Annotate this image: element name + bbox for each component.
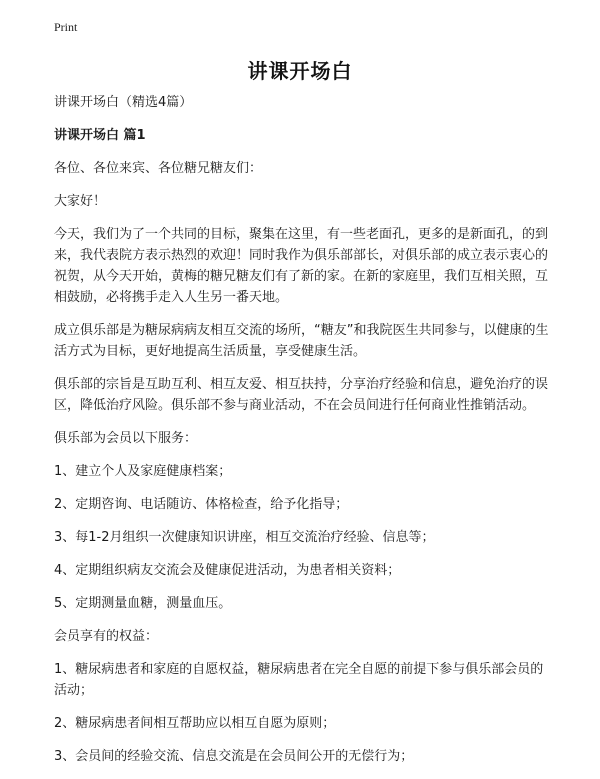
list-item-service-1: 1、建立个人及家庭健康档案； (54, 464, 232, 479)
list-item-right-1: 1、糖尿病患者和家庭的自愿权益，糖尿病患者在完全自愿的前提下参与俱乐部会员的活动； (54, 662, 544, 698)
section-heading: 讲课开场白 篇1 (54, 128, 146, 143)
paragraph-services-heading: 俱乐部为会员以下服务： (54, 431, 198, 446)
list-item-service-4: 4、定期组织病友交流会及健康促进活动，为患者相关资料； (54, 563, 401, 578)
document-subtitle: 讲课开场白（精选4篇） (54, 95, 193, 110)
list-item-service-3: 3、每1-2月组织一次健康知识讲座，相互交流治疗经验、信息等； (54, 530, 435, 545)
document-title: 讲课开场白 (247, 59, 353, 83)
paragraph-mission: 俱乐部的宗旨是互助互利、相互友爱、相互扶持，分享治疗经验和信息，避免治疗的误区，降低治疗风险。俱乐部不参与商业活动，不在会员间进行任何商业性推销活动。 (54, 377, 549, 413)
paragraph-purpose: 成立俱乐部是为糖尿病病友相互交流的场所，“糖友”和我院医生共同参与，以健康的生活方式为目标，更好地提高生活质量，享受健康生活。 (54, 323, 549, 359)
paragraph-greeting: 各位、各位来宾、各位糖兄糖友们： (54, 161, 263, 176)
paragraph-hello: 大家好！ (54, 194, 107, 209)
document-body (54, 92, 554, 779)
print-link[interactable]: Print (54, 20, 78, 34)
list-item-service-2: 2、定期咨询、电话随访、体格检查，给予化指导； (54, 497, 349, 512)
list-item-right-2: 2、糖尿病患者间相互帮助应以相互自愿为原则； (54, 716, 336, 731)
list-item-right-3: 3、会员间的经验交流、信息交流是在会员间公开的无偿行为； (54, 749, 414, 764)
paragraph-intro: 今天，我们为了一个共同的目标，聚集在这里，有一些老面孔，更多的是新面孔，的到来，我代表院方表示热烈的欢迎！同时我作为俱乐部部长，对俱乐部的成立表示衷心的祝贺，从今天开始，黄梅的糖兄糖友们有了新的家。在新的家庭里，我们互相关照，互相鼓励，必将携手走入人生另一番天地。 (54, 227, 549, 305)
paragraph-rights-heading: 会员享有的权益： (54, 629, 159, 644)
list-item-service-5: 5、定期测量血糖，测量血压。 (54, 596, 232, 611)
